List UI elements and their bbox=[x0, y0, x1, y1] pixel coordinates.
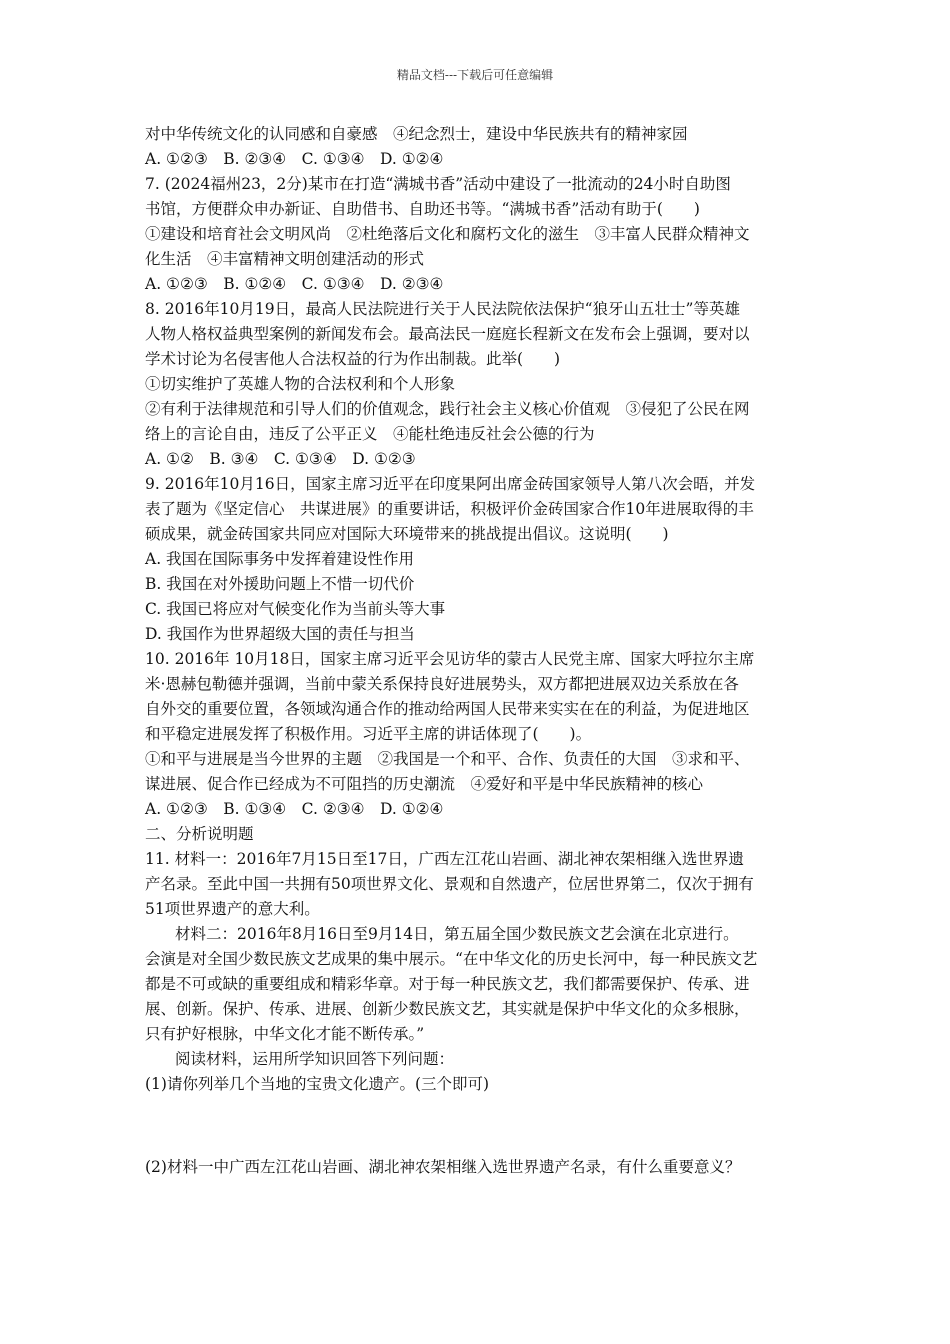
text-line: ②有利于法律规范和引导人们的价值观念，践行社会主义核心价值观 ③侵犯了公民在网 bbox=[145, 400, 750, 418]
text-line: 米·恩赫包勒德并强调，当前中蒙关系保持良好进展势头，双方都把进展双边关系放在各 bbox=[145, 675, 739, 693]
text-line: 产名录。至此中国一共拥有50项世界文化、景观和自然遗产，位居世界第二，仅次于拥有 bbox=[145, 875, 754, 893]
option-d: D. 我国作为世界超级大国的责任与担当 bbox=[145, 625, 415, 643]
text-line: 硕成果，就金砖国家共同应对国际大环境带来的挑战提出倡议。这说明( ) bbox=[145, 525, 669, 543]
sub-question-2: (2)材料一中广西左江花山岩画、湖北神农架相继入选世界遗产名录，有什么重要意义？ bbox=[145, 1158, 741, 1176]
text-line: 展、创新。保护、传承、进展、创新少数民族文艺，其实就是保护中华文化的众多根脉， bbox=[145, 1000, 750, 1018]
option-b: B. 我国在对外援助问题上不惜一切代价 bbox=[145, 575, 415, 593]
option-a: A. 我国在国际事务中发挥着建设性作用 bbox=[145, 550, 415, 568]
text-line: ①切实维护了英雄人物的合法权利和个人形象 bbox=[145, 375, 456, 393]
text-line: 对中华传统文化的认同感和自豪感 ④纪念烈士，建设中华民族共有的精神家园 bbox=[145, 125, 688, 143]
answer-options: A. ①②③ B. ②③④ C. ①③④ D. ①②④ bbox=[145, 150, 444, 168]
answer-space bbox=[145, 1097, 810, 1155]
section-heading: 二、分析说明题 bbox=[145, 825, 254, 843]
page-header: 精品文档---下载后可任意编辑 bbox=[396, 68, 554, 82]
text-line: 都是不可或缺的重要组成和精彩华章。对于每一种民族文艺，我们都需要保护、传承、进 bbox=[145, 975, 750, 993]
answer-options: A. ①②③ B. ①③④ C. ②③④ D. ①②④ bbox=[145, 800, 444, 818]
question-10: 10. 2016年 10月18日，国家主席习近平会见访华的蒙古人民党主席、国家大呼拉尔主席 bbox=[145, 650, 755, 668]
question-9: 9. 2016年10月16日，国家主席习近平在印度果阿出席金砖国家领导人第八次会晤，并发 bbox=[145, 475, 756, 493]
sub-question-1: (1)请你列举几个当地的宝贵文化遗产。(三个即可) bbox=[145, 1075, 490, 1093]
text-line: 书馆，方便群众申办新证、自助借书、自助还书等。“满城书香”活动有助于( ) bbox=[145, 200, 700, 218]
text-line: 谋进展、促合作已经成为不可阻挡的历史潮流 ④爱好和平是中华民族精神的核心 bbox=[145, 775, 704, 793]
document-body bbox=[145, 122, 810, 1180]
text-line: 人物人格权益典型案例的新闻发布会。最高法民一庭庭长程新文在发布会上强调，要对以 bbox=[145, 325, 750, 343]
text-line: ①建设和培育社会文明风尚 ②杜绝落后文化和腐朽文化的滋生 ③丰富人民群众精神文 bbox=[145, 225, 750, 243]
text-line: 表了题为《坚定信心 共谋进展》的重要讲话，积极评价金砖国家合作10年进展取得的丰 bbox=[145, 500, 754, 518]
text-line: 自外交的重要位置，各领域沟通合作的推动给两国人民带来实实在在的利益，为促进地区 bbox=[145, 700, 750, 718]
material-2: 材料二：2016年8月16日至9月14日，第五届全国少数民族文艺会演在北京进行。 bbox=[175, 925, 739, 943]
option-c: C. 我国已将应对气候变化作为当前头等大事 bbox=[145, 600, 446, 618]
text-line: 学术讨论为名侵害他人合法权益的行为作出制裁。此举( ) bbox=[145, 350, 561, 368]
text-line: 络上的言论自由，违反了公平正义 ④能杜绝违反社会公德的行为 bbox=[145, 425, 595, 443]
text-line: 只有护好根脉，中华文化才能不断传承。” bbox=[145, 1025, 425, 1043]
question-7: 7. (2024福州23，2分)某市在打造“满城书香”活动中建设了一批流动的24小时自助图 bbox=[145, 175, 731, 193]
answer-options: A. ①② B. ③④ C. ①③④ D. ①②③ bbox=[145, 450, 416, 468]
answer-options: A. ①②③ B. ①②④ C. ①③④ D. ②③④ bbox=[145, 275, 444, 293]
question-8: 8. 2016年10月19日，最高人民法院进行关于人民法院依法保护“狼牙山五壮士”等英雄 bbox=[145, 300, 740, 318]
text-line: 51项世界遗产的意大利。 bbox=[145, 900, 320, 918]
question-11: 11. 材料一：2016年7月15日至17日，广西左江花山岩画、湖北神农架相继入选世界遗 bbox=[145, 850, 744, 868]
text-line: 化生活 ④丰富精神文明创建活动的形式 bbox=[145, 250, 425, 268]
text-line: 和平稳定进展发挥了积极作用。习近平主席的讲话体现了( )。 bbox=[145, 725, 592, 743]
instruction-line: 阅读材料，运用所学知识回答下列问题： bbox=[175, 1050, 455, 1068]
text-line: 会演是对全国少数民族文艺成果的集中展示。“在中华文化的历史长河中，每一种民族文艺 bbox=[145, 950, 758, 968]
text-line: ①和平与进展是当今世界的主题 ②我国是一个和平、合作、负责任的大国 ③求和平、 bbox=[145, 750, 750, 768]
